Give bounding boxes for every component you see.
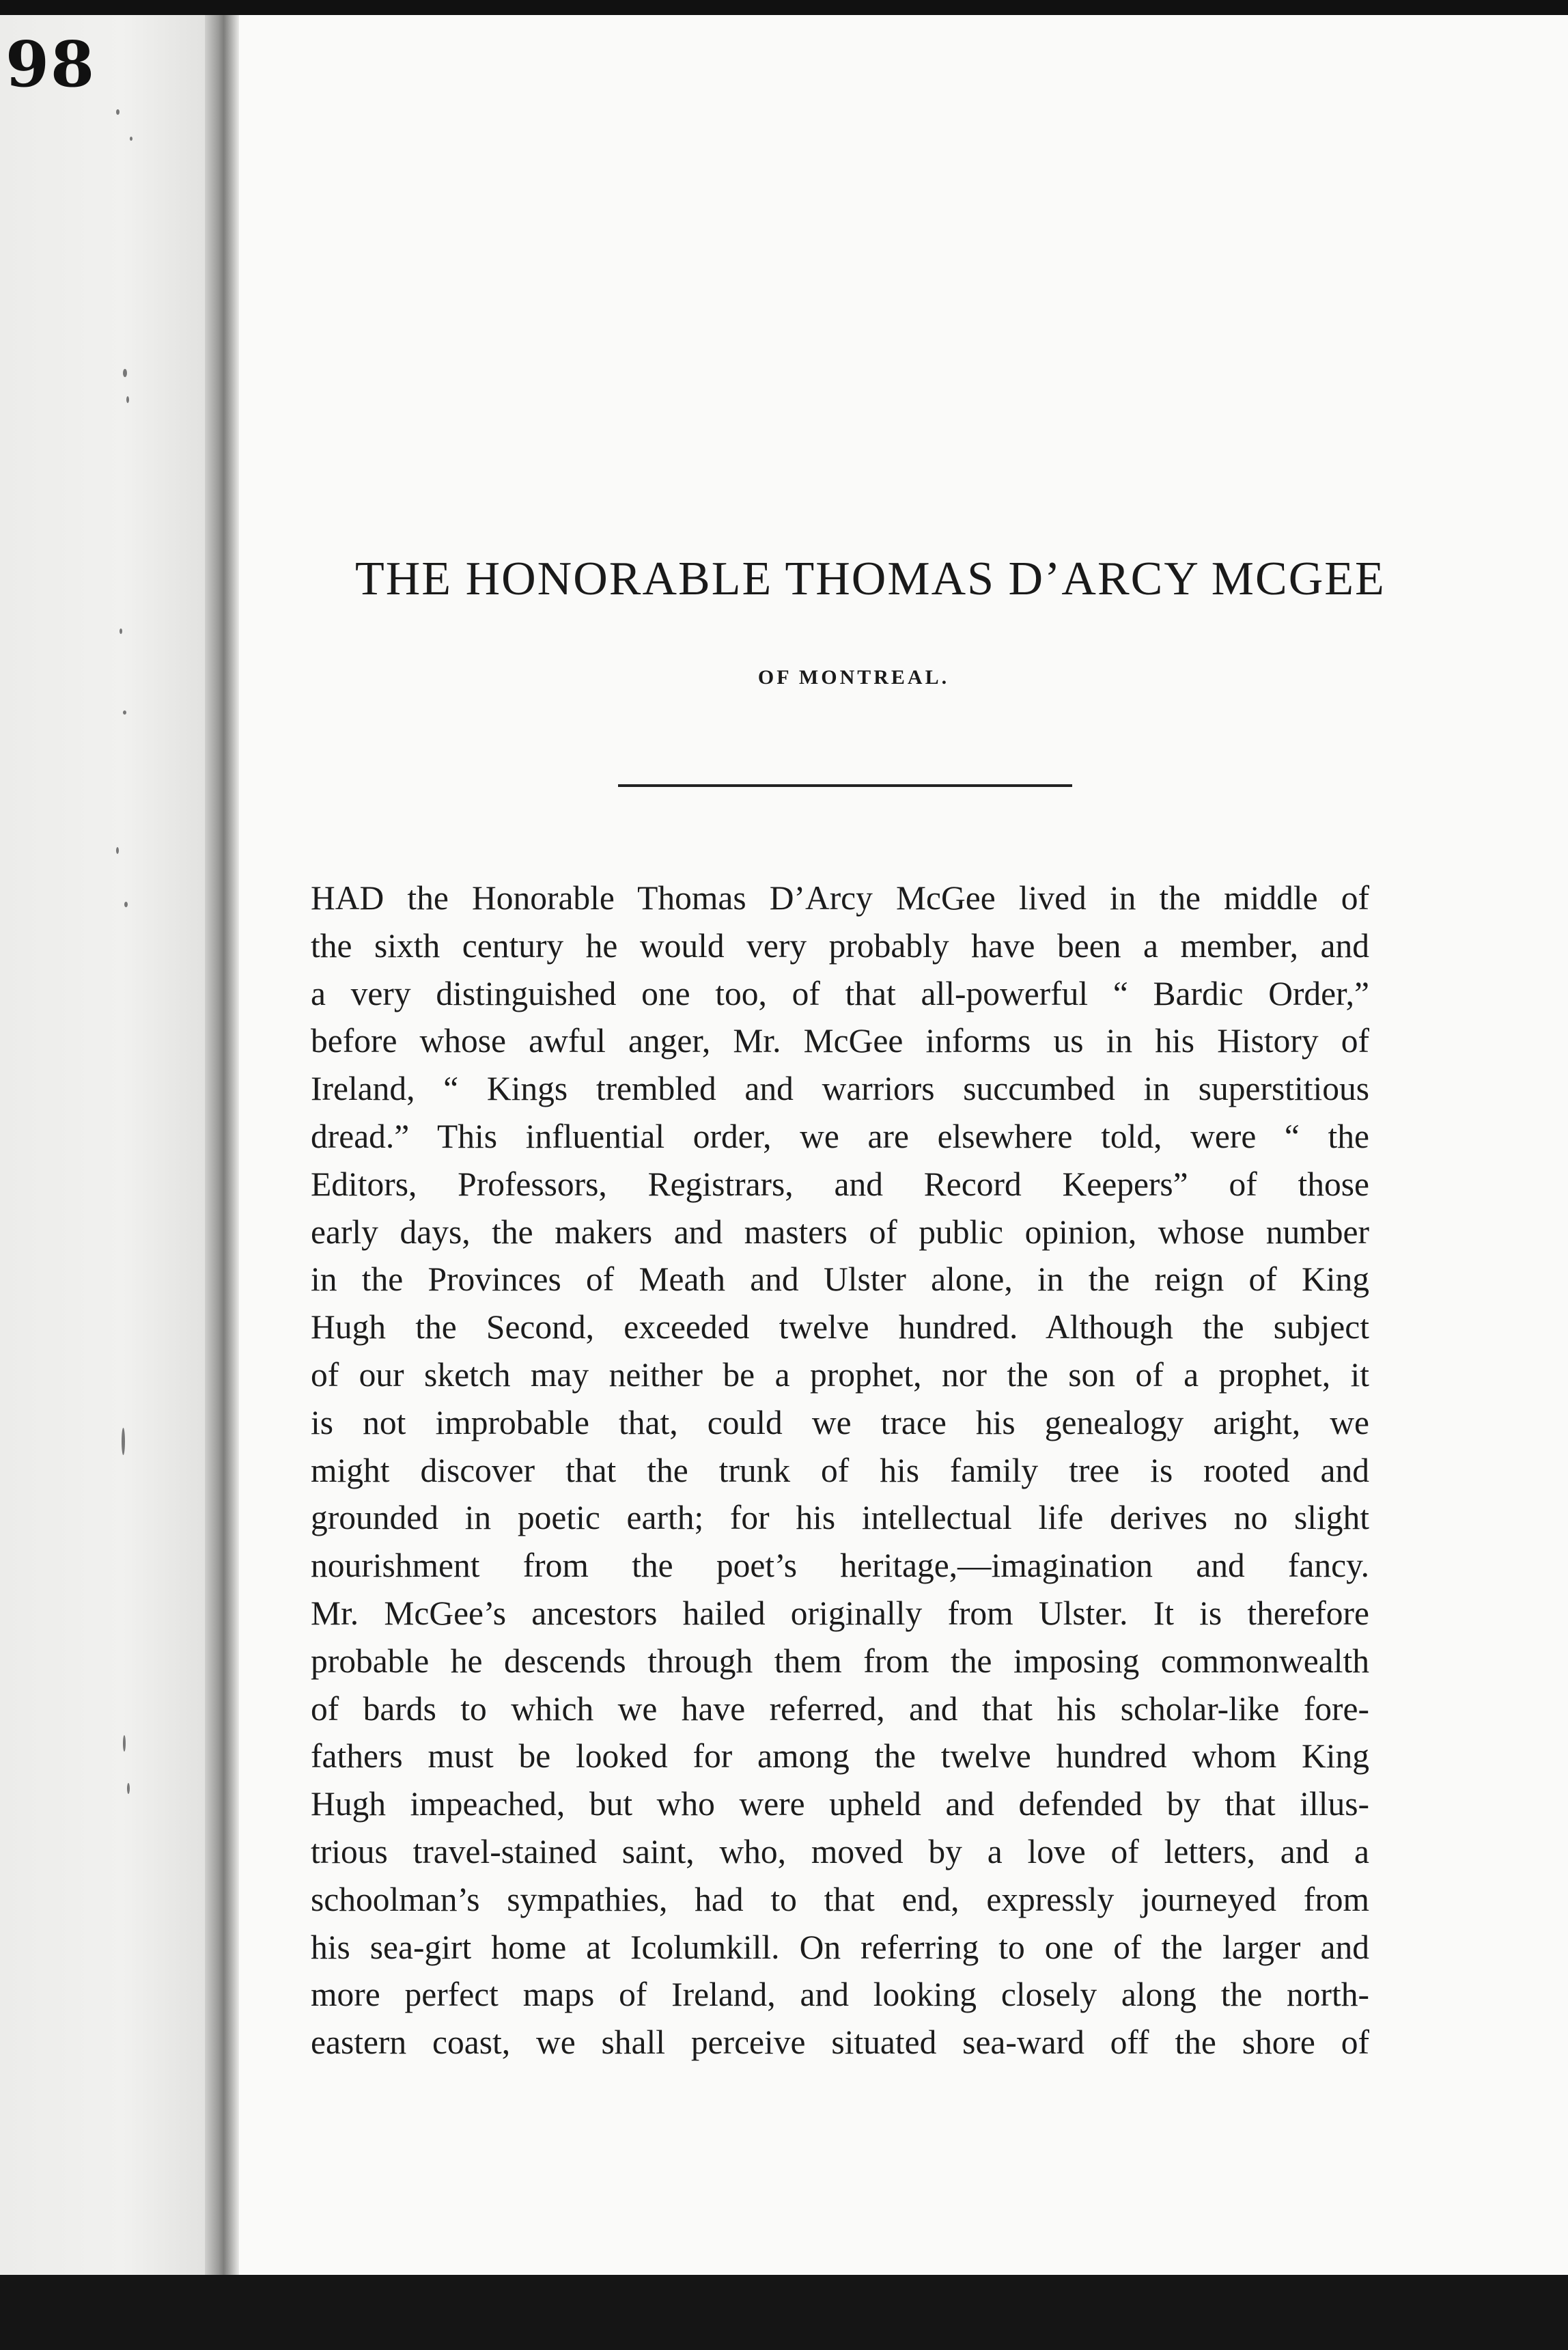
body-line: early days, the makers and masters of public opinion, whose number [311,1213,1369,1251]
body-line: probable he descends through them from the imposing commonwealth [311,1642,1369,1680]
body-line: is not improbable that, could we trace his genealogy aright, we [311,1403,1369,1441]
body-line: schoolman’s sympathies, had to that end, expressly journeyed from [311,1880,1369,1918]
body-line: Mr. McGee’s ancestors hailed originally from Ulster. It is therefore [311,1594,1369,1632]
body-line: dread.” This influential order, we are elsewhere told, were “ the [311,1117,1369,1155]
body-line: of our sketch may neither be a prophet, nor the son of a prophet, it [311,1355,1369,1394]
article-subtitle: OF MONTREAL. [757,666,950,689]
body-line: might discover that the trunk of his family tree is rooted and [311,1451,1369,1489]
body-line: the sixth century he would very probably have been a member, and [311,926,1369,965]
body-line: of bards to which we have referred, and that his scholar-like fore- [311,1689,1369,1728]
body-paragraph [311,874,1369,2066]
body-line: in the Provinces of Meath and Ulster alone, in the reign of King [311,1260,1369,1299]
scan-top-border [0,0,1568,15]
title-divider [618,784,1072,787]
margin-specks [102,96,164,1872]
body-line: grounded in poetic earth; for his intellectual life derives no slight [311,1499,1369,1537]
body-line: nourishment from the poet’s heritage,—imagination and fancy. [311,1547,1369,1585]
body-line: eastern coast, we shall perceive situated sea-ward off the shore of [311,2023,1369,2062]
body-line: HAD the Honorable Thomas D’Arcy McGee lived in the middle of [311,879,1369,917]
body-line: more perfect maps of Ireland, and looking closely along the north- [311,1976,1369,2014]
article-title: THE HONORABLE THOMAS D’ARCY MCGEE [355,553,1386,605]
body-line: Hugh impeached, but who were upheld and defended by that illus- [311,1785,1369,1823]
body-line: trious travel-stained saint, who, moved by a love of letters, and a [311,1832,1369,1870]
body-line: fathers must be looked for among the twelve hundred whom King [311,1737,1369,1775]
scan-bottom-border [0,2275,1568,2350]
body-line: a very distinguished one too, of that all-powerful “ Bardic Order,” [311,974,1369,1012]
book-gutter [205,15,239,2275]
body-line: Editors, Professors, Registrars, and Record Keepers” of those [311,1165,1369,1203]
body-line: his sea-girt home at Icolumkill. On referring to one of the larger and [311,1928,1369,1966]
body-line: Ireland, “ Kings trembled and warriors succumbed in superstitious [311,1070,1369,1108]
body-line: before whose awful anger, Mr. McGee informs us in his History of [311,1022,1369,1060]
page-number: 98 [5,27,96,101]
body-line: Hugh the Second, exceeded twelve hundred. Although the subject [311,1308,1369,1346]
